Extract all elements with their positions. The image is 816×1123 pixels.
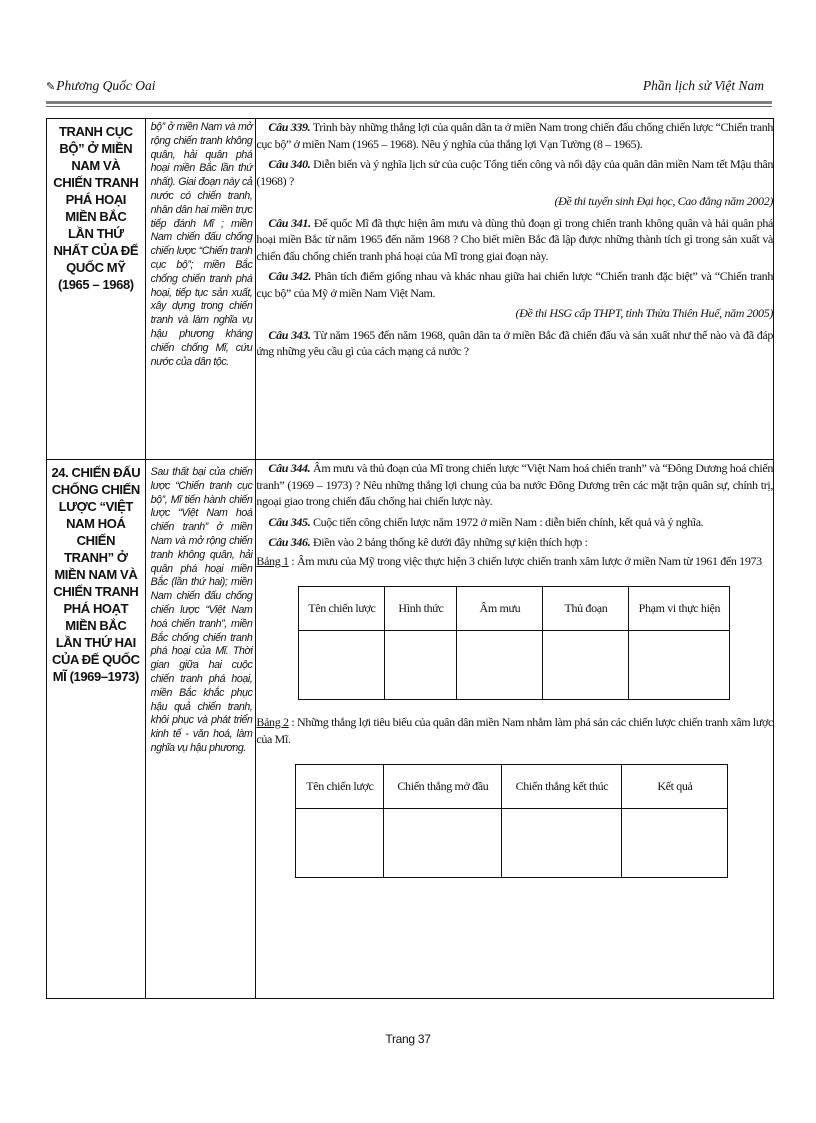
table-row [47,460,774,999]
summary-cell [145,119,256,460]
table2-blank-cell[interactable] [622,809,728,878]
table1-label: Bảng 1 [256,553,289,568]
question-text: Diễn biến và ý nghĩa lịch sử của cuộc Tổng tiến công và nổi dậy của quân dân miền Nam tết Mậu thân (1968) ? [256,157,773,188]
question-342 [256,268,773,301]
table2-caption-text: : Những thắng lợi tiêu biểu của quân dân miền Nam nhằm làm phá sản các chiến lược chiến tranh xâm lược của Mĩ. [256,715,774,746]
topic-cell [47,119,146,460]
table1-header-cell: Âm mưu [457,587,543,631]
summary-cell [145,460,256,999]
table1-empty-row [299,631,730,700]
table1-header-cell: Phạm vi thực hiện [629,587,730,631]
question-346 [256,534,773,551]
author-text: Phương Quốc Oai [56,78,156,93]
table-row [47,119,774,460]
table1-header-cell: Hình thức [385,587,457,631]
question-label: Câu 341. [268,215,311,230]
table2-label: Bảng 2 [256,715,289,729]
table1-caption-text: : Âm mưu của Mỹ trong việc thực hiện 3 chiến lược chiến tranh xâm lược ở miền Nam từ 1961 đến 1973 [288,553,762,568]
question-text: Đế quốc Mĩ đã thực hiện âm mưu và dùng thủ đoạn gì trong chiến tranh không quân và hải quân phá hoại miền Bắc từ năm 1965 đến năm 1968 ? Cho biết miền Bắc đã lập được những thành tích gì trong sản xuất và chiến đấu chống chiến tranh phá hoại của Mĩ trong giai đoạn này. [256,215,773,263]
table1-blank-cell[interactable] [457,631,543,700]
question-label: Câu 343. [268,327,311,342]
table2-header-row [296,765,728,809]
question-label: Câu 346. [268,535,311,549]
question-label: Câu 339. [268,120,311,134]
table2-blank-cell[interactable] [296,809,384,878]
question-source: (Đề thi tuyển sinh Đại học, Cao đẳng năm 2002) [554,194,773,208]
topic-summary: bộ” ở miền Nam và mở rộng chiến tranh không quân, hải quân phá hoại miền Bắc lần thứ nhất). Giai đoạn này cả nước có chiến tranh, nhân dân hai miền trực tiếp đánh Mĩ ; miền Nam chiến đấu chống chiến lược “Chiến tranh cục bộ”; miền Bắc chống chiến tranh phá hoại, tiếp tục sản xuất, xây dựng trong chiến tranh và làm nghĩa vụ hậu phương kháng chiến chống Mĩ, cứu nước của dân tộc. [150,121,253,368]
table2-blank-cell[interactable] [384,809,502,878]
lesson-table [46,118,774,999]
question-label: Câu 345. [268,514,311,529]
table1-caption [256,553,773,570]
question-344 [256,460,773,510]
table1-header-cell: Thủ đoạn [543,587,629,631]
table1-blank [298,586,730,700]
table1-blank-cell[interactable] [629,631,730,700]
question-source: (Đề thi HSG cấp THPT, tỉnh Thừa Thiên Huế, năm 2005) [515,306,773,320]
table1-header-cell: Tên chiến lược [299,587,385,631]
table2-blank-cell[interactable] [502,809,622,878]
topic-summary: Sau thất bại của chiến lược “Chiến tranh cục bộ”, Mĩ tiến hành chiến lược “Việt Nam hoá chiến tranh” ở miền Nam và mở rộng chiến tranh không quân, hải quân phá hoại miền Bắc (lần thứ hai); miền Nam chiến đấu chống chiến lược “Việt Nam hoá chiến tranh”, miền Bắc chống chiến tranh phá hoại của Mĩ. Thời gian giữa hai cuộc chiến tranh phá hoại, miền Bắc khắc phục hậu quả chiến tranh, khôi phục và phát triển kinh tế - văn hoá, làm nghĩa vụ hậu phương. [150,466,253,754]
table2-blank [295,764,728,878]
questions-cell [256,460,774,999]
question-text: Trình bày những thắng lợi của quân dân ta ở miền Nam trong chiến đấu chống chiến lược “Chiến tranh cục bộ” ở miền Nam (1965 – 1968). Nêu ý nghĩa của thắng lợi Vạn Tường (8 – 1965). [256,120,773,151]
question-text: Âm mưu và thủ đoạn của Mĩ trong chiến lược “Việt Nam hoá chiến tranh” và “Đông Dương hoá chiến tranh” (1969 – 1973) ? Nêu những thắng lợi chung của ba nước Đông Dương trên các mặt trận quân sự, chính trị, ngoại giao trong chiến đấu chống hai chiến lược này. [256,461,773,508]
author-name [46,78,156,94]
section-title: Phần lịch sử Việt Nam [642,78,764,93]
question-text: Từ năm 1965 đến năm 1968, quân dân ta ở miền Bắc đã chiến đấu và sản xuất như thế nào và đã đáp ứng những yêu cầu gì của cách mạng cả nước ? [256,327,773,358]
table1-header-row [299,587,730,631]
question-label: Câu 340. [268,157,311,171]
topic-title: TRANH CỤC BỘ” Ở MIỀN NAM VÀ CHIẾN TRANH PHÁ HOẠI MIỀN BẮC LẦN THỨ NHẤT CỦA ĐẾ QUỐC MỸ (1965 – 1968) [53,124,139,292]
page-number: Trang 37 [385,1032,431,1046]
table2-header-cell: Kết quả [622,765,728,809]
topic-title: 24. CHIẾN ĐẤU CHỐNG CHIẾN LƯỢC “VIỆT NAM HOÁ CHIẾN TRANH” Ở MIỀN NAM VÀ CHIẾN TRANH PHÁ HOẠT MIỀN BẮC LẦN THỨ HAI CỦA ĐẾ QUỐC MĨ (1969–1973) [51,465,141,684]
question-text: Điền vào 2 bảng thống kê dưới đây những sự kiện thích hợp : [310,535,588,549]
question-text: Phân tích điểm giống nhau và khác nhau giữa hai chiến lược “Chiến tranh đặc biệt” và “Chiến tranh cục bộ” của Mỹ ở miền Nam Việt Nam. [256,269,773,300]
question-341 [256,215,773,265]
page-header [46,78,772,98]
topic-cell [47,460,146,999]
questions-cell [256,119,774,460]
table2-header-cell: Chiến thắng kết thúc [502,765,622,809]
table1-blank-cell[interactable] [543,631,629,700]
header-rule-thin [46,106,772,107]
table2-header-cell: Tên chiến lược [296,765,384,809]
question-343 [256,327,773,360]
question-345 [256,514,773,531]
header-rule [46,101,772,104]
question-label: Câu 342. [268,269,312,283]
question-340 [256,156,773,189]
table2-header-cell: Chiến thắng mở đầu [384,765,502,809]
table1-blank-cell[interactable] [299,631,385,700]
table1-blank-cell[interactable] [385,631,457,700]
question-label: Câu 344. [268,461,311,475]
question-339 [256,119,773,152]
table2-caption [256,714,773,747]
question-text: Cuộc tiến công chiến lược năm 1972 ở miền Nam : diễn biến chính, kết quả và ý nghĩa. [310,514,704,529]
pen-icon: ✎ [46,81,56,93]
table2-empty-row [296,809,728,878]
